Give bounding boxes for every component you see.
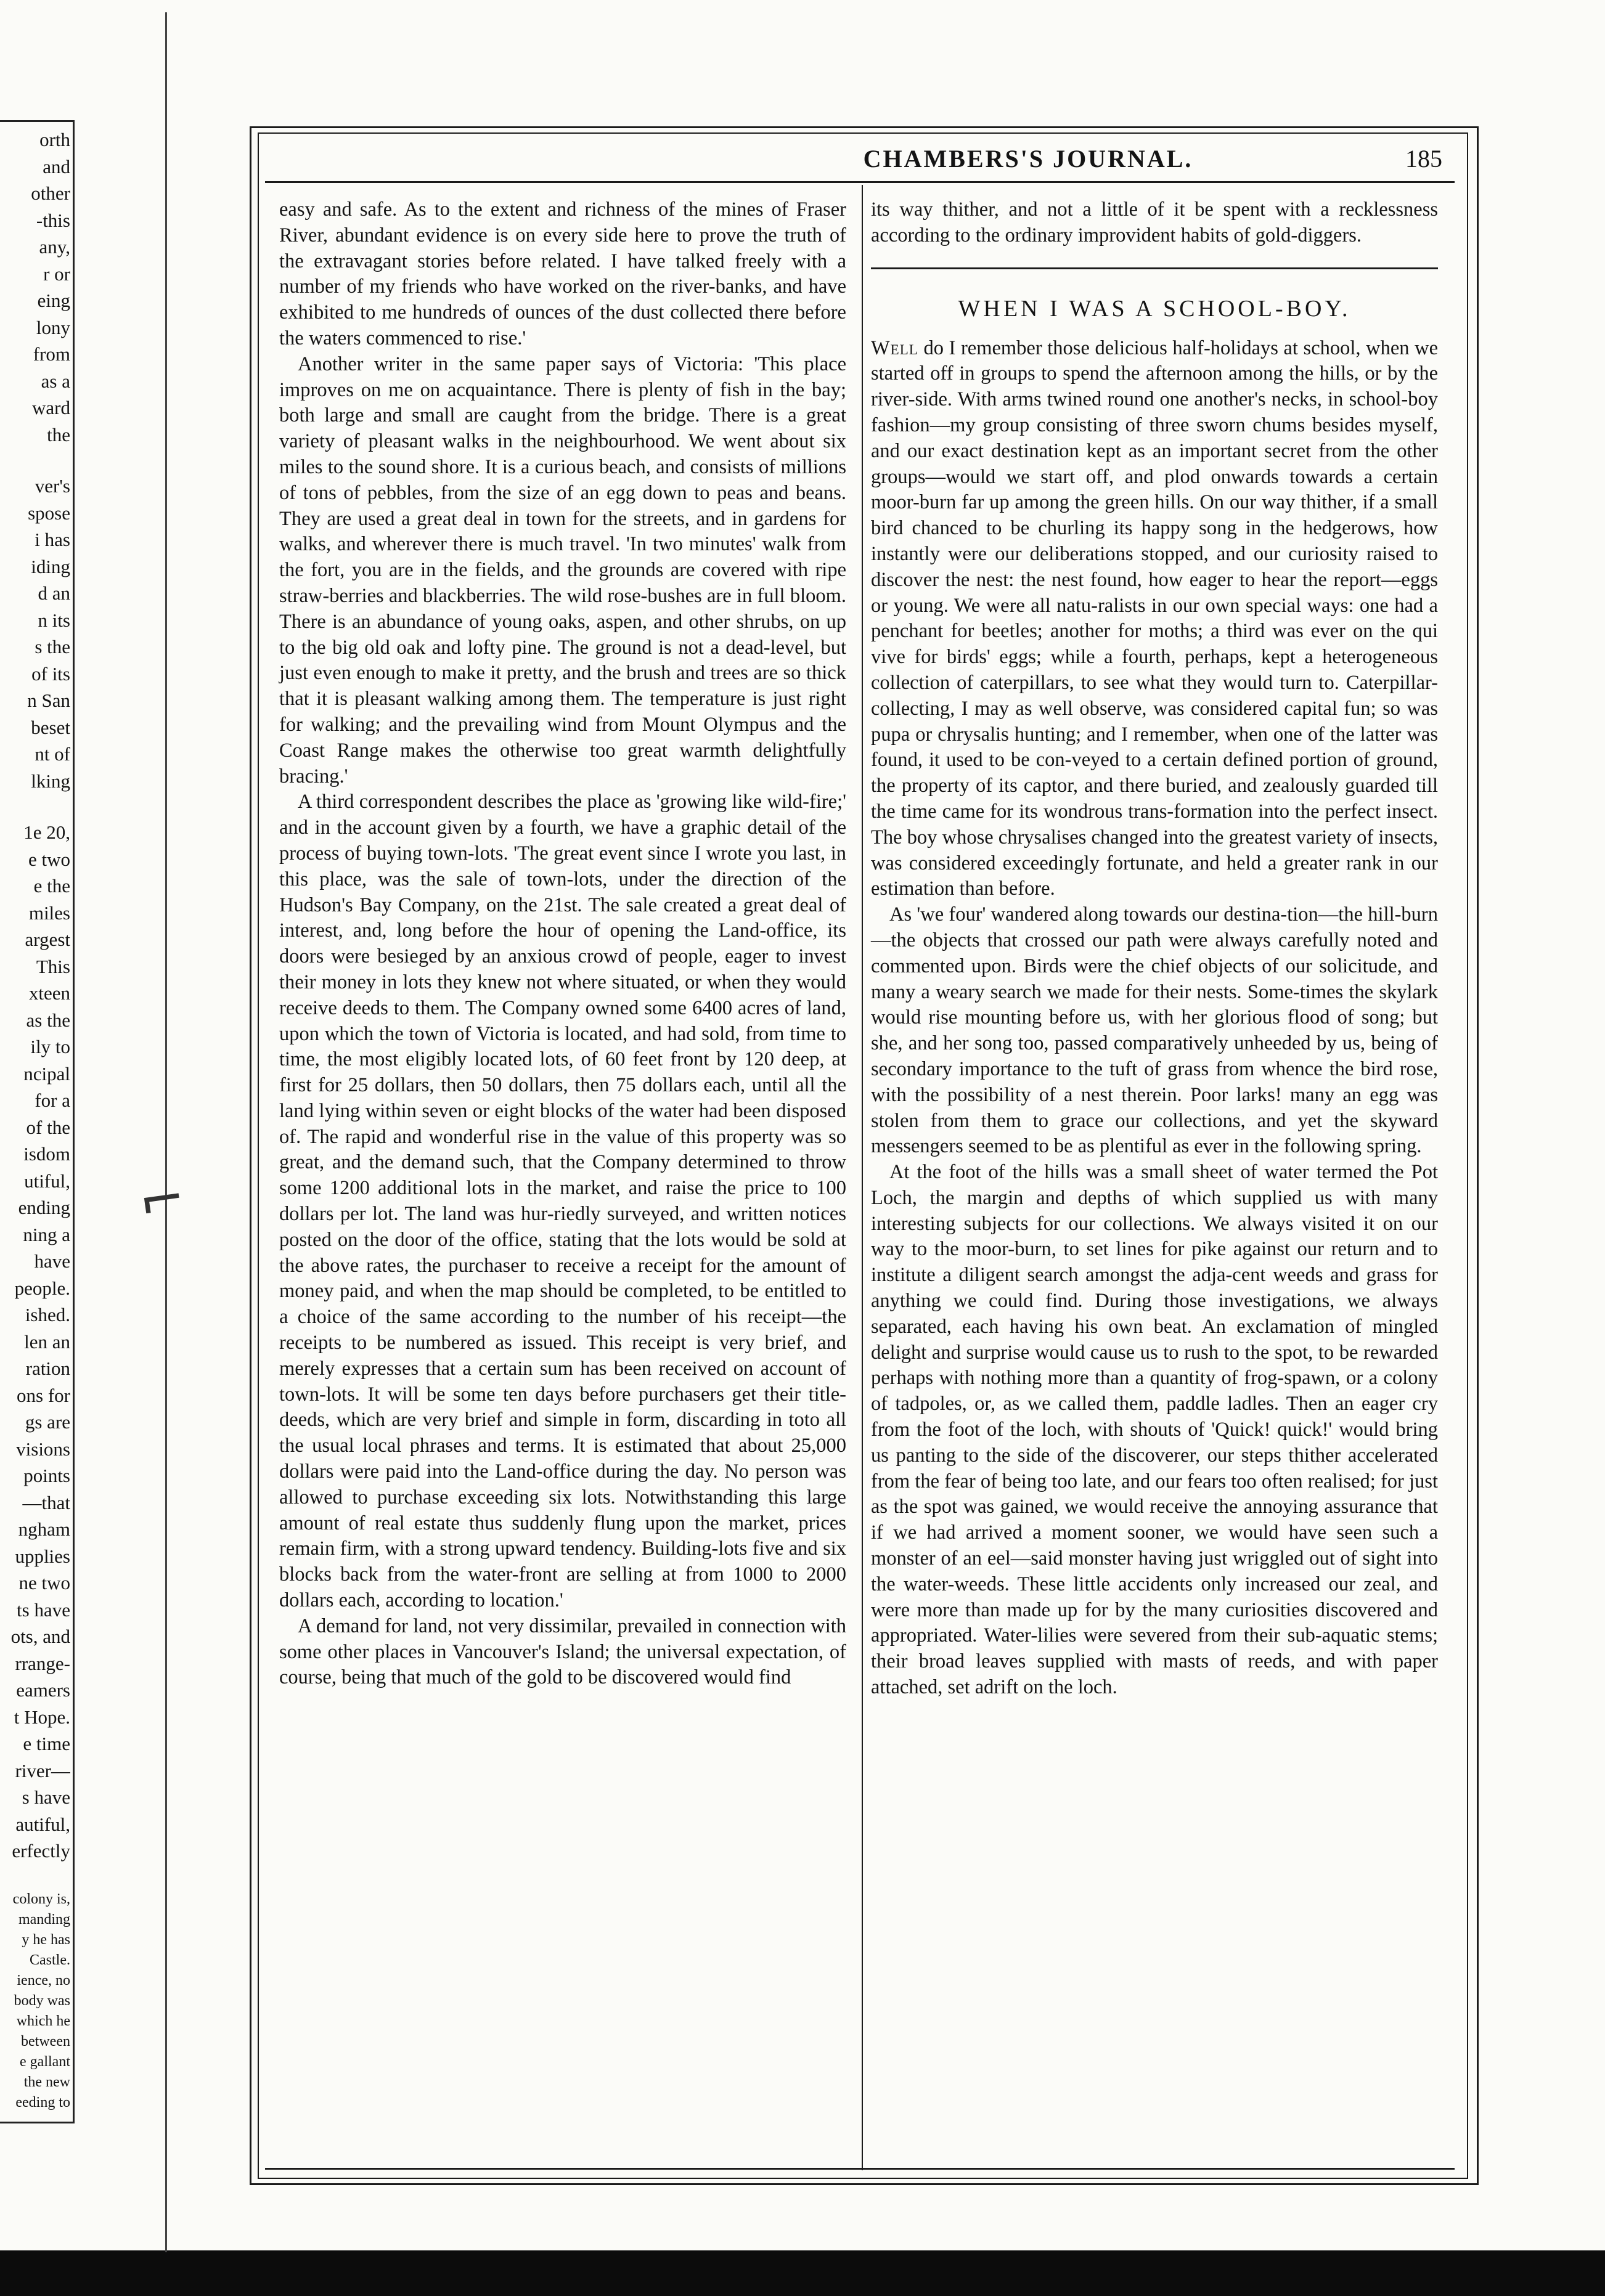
page-bottom-rule bbox=[265, 2168, 1455, 2170]
previous-page-footnote-fragment: y he has bbox=[22, 1931, 70, 1948]
previous-page-fragment: rrange- bbox=[15, 1652, 70, 1674]
previous-page-fragment: orth bbox=[39, 129, 70, 150]
previous-page-fragment: gs are bbox=[25, 1411, 70, 1433]
previous-page-fragment: ncipal bbox=[23, 1062, 70, 1085]
lead-word: Well bbox=[871, 336, 918, 359]
previous-page-fragment: d an bbox=[38, 582, 70, 604]
previous-page-fragment: utiful, bbox=[24, 1170, 70, 1192]
previous-page-fragment: t Hope. bbox=[14, 1706, 70, 1728]
previous-page-footnote-fragment: between bbox=[21, 2033, 70, 2050]
previous-page-fragment: ward bbox=[32, 397, 70, 418]
previous-page-fragment: ne two bbox=[18, 1572, 70, 1594]
right-column bbox=[871, 197, 1438, 1701]
header-rule bbox=[265, 181, 1455, 183]
previous-page-footnote-fragment: e gallant bbox=[20, 2053, 70, 2070]
previous-page-fragment: xteen bbox=[28, 982, 70, 1004]
previous-page-fragment: people. bbox=[14, 1277, 70, 1299]
previous-page-fragment: upplies bbox=[15, 1545, 70, 1567]
paragraph: A demand for land, not very dissimilar, prevailed in connection with some other places in Vancouver's Island; the universal expectation, of course, being that much of the gold to be discovered would find bbox=[279, 1614, 846, 1689]
scanner-bottom-band bbox=[0, 2250, 1605, 2296]
previous-page-fragment: have bbox=[34, 1250, 70, 1272]
paragraph-text: do I remember those delicious half-holidays at school, when we started off in groups to spend the afternoon among the hills, or by the river-side. With arms twined round one another's necks, in school-boy fashion—my group consisting of three sworn chums besides myself, and our exact destination kept as an important secret from the other groups—would we start off, and plod onwards towards a certain moor-burn far up among the green hills. On our way thither, if a small bird chanced to be churling its happy song in the hedgerows, how instantly were our deliberations stopped, and our curiosity raised to discover the nest: the nest found, how eager to hear the report—eggs or young. We were all natu-ralists in our own special ways: one had a penchant for beetles; another for moths; a third was ever on the qui vive for birds' eggs; while a fourth, perhaps, kept a heterogeneous collection of caterpillars, to see what they would turn to. Caterpillar-collecting, I may as well observe, was considered capital fun; so was pupa or chrysalis hunting; and I remember, when one of the latter was found, it used to be con-veyed to a certain defined portion of ground, the property of its captor, and there buried, and zealously guarded till the time came for its wondrous trans-formation into the perfect insect. The boy whose chrysalises changed into the greatest variety of insects, was considered exceedingly fortunate, and held a greater rank in our estimation than before. bbox=[871, 336, 1439, 900]
paragraph-gap bbox=[0, 794, 70, 819]
previous-page-fragment: i has bbox=[35, 529, 70, 550]
previous-page-footnote-fragment: eeding to bbox=[15, 2094, 70, 2111]
footnote-gap bbox=[0, 1865, 70, 1889]
previous-page-fragment: e two bbox=[28, 848, 70, 870]
previous-page-fragment: isdom bbox=[23, 1143, 70, 1165]
previous-page-fragment: ons for bbox=[17, 1384, 70, 1406]
continued-paragraph: its way thither, and not a little of it be spent with a recklessness according to the ordinary improvident habits of gold-diggers. bbox=[871, 198, 1438, 246]
previous-page-fragment: erfectly bbox=[12, 1840, 70, 1862]
previous-page-fragment: lony bbox=[36, 316, 70, 338]
previous-page-fragment: ning a bbox=[23, 1223, 70, 1245]
previous-page-fragment: beset bbox=[31, 716, 70, 738]
previous-page-fragment: len an bbox=[24, 1330, 70, 1353]
previous-page-fragment: visions bbox=[16, 1438, 70, 1460]
pencil-mark: ⌐ bbox=[134, 1165, 190, 1236]
previous-page-fragment: ished. bbox=[25, 1304, 70, 1325]
previous-page-fragment: n San bbox=[27, 690, 70, 711]
previous-page-fragment: s the bbox=[35, 636, 70, 657]
previous-page-fragment: any, bbox=[39, 236, 70, 258]
paragraph bbox=[871, 336, 1438, 903]
previous-page-fragment: eing bbox=[37, 290, 70, 311]
previous-page-fragment: of the bbox=[26, 1116, 70, 1138]
previous-page-fragment: nt of bbox=[35, 743, 70, 765]
previous-page-fragment: the bbox=[47, 423, 70, 446]
previous-page-footnote-fragment: colony is, bbox=[12, 1891, 70, 1907]
running-title: CHAMBERS'S JOURNAL. bbox=[863, 145, 1193, 173]
previous-page-fragment: -this bbox=[36, 209, 70, 231]
previous-page-fragment: miles bbox=[28, 902, 70, 924]
previous-page-fragment: ngham bbox=[18, 1518, 70, 1540]
previous-page-fragment: autiful, bbox=[15, 1813, 70, 1835]
previous-page-fragment: and bbox=[43, 155, 70, 177]
paragraph: Another writer in the same paper says of Victoria: 'This place improves on me on acquaintance. There is plenty of fish in the bay; both large and small are caught from the bridge. There is a great variety of pleasant walks in the neighbourhood. We went about six miles to the sound shore. It is a curious beach, and consists of millions of tons of pebbles, from the size of an egg down to peas and beans. They are used a great deal in town for the streets, and in gardens for walks, and wherever there is much travel. 'In two minutes' walk from the fort, you are in the fields, and the grounds are covered with ripe straw-berries and blackberries. The wild rose-bushes are in full bloom. There is an abundance of young oaks, aspen, and other shrubs, on up to the big old oak and lofty pine. The ground is not a dead-level, but just even enough to make it pretty, and the brush and trees are so thick that it is pleasant walking among them. The temperature is just right for walking; and the prevailing wind from Mount Olympus and the Coast Range makes the otherwise too great warmth delightfully bracing.' bbox=[279, 352, 846, 788]
previous-page-fragment: e the bbox=[33, 875, 70, 897]
paragraph-gap bbox=[0, 448, 70, 473]
previous-page-fragment: ily to bbox=[30, 1036, 70, 1057]
previous-page-fragment: s have bbox=[22, 1786, 70, 1808]
previous-page-footnote-fragment: body was bbox=[14, 1992, 70, 2009]
previous-page-fragment: argest bbox=[25, 929, 70, 950]
previous-page-fragment: from bbox=[33, 343, 70, 365]
paragraph: A third correspondent describes the place as 'growing like wild-fire;' and in the account given by a fourth, we have a graphic detail of the process of buying town-lots. 'The great event since I wrote you last, in this place, was the sale of town-lots, under the direction of the Hudson's Bay Company, on the 21st. The sale created a great deal of interest, and, long before the hour of opening the Land-office, its doors were besieged by an anxious crowd of people, eager to invest their money in lots they knew not where situated, or when they would receive deeds to them. The Company owned some 6400 acres of land, upon which the town of Victoria is located, and had sold, from time to time, the most eligibly located lots, of 60 feet front by 120 deep, at first for 25 dollars, then 50 dollars, then 75 dollars each, until all the land lying within seven or eight blocks of the water had been disposed of. The rapid and wonderful rise in the value of this property was so great, and the demand such, that the Company determined to throw some 1200 additional lots in the market, and raise the price to 100 dollars per lot. The land was hur-riedly surveyed, and written notices posted on the door of the office, stating that the lots would be sold at the above rates, the purchaser to receive a receipt for the amount of money paid, and when the map should be completed, to be entitled to a choice of the same according to the number of his receipt—the receipts to be numbered as issued. This receipt is very brief, and merely expresses that a certain sum has been received on account of town-lots. It will be some ten days before purchasers get their title-deeds, which are very brief and simple in form, discarding in toto all the usual local phrases and terms. It is estimated that about 25,000 dollars were paid into the Land-office during the day. No person was allowed to purchase exceeding six lots. Notwithstanding this large amount of real estate thus suddenly flung upon the market, prices remain firm, with a strong upward tendency. Building-lots five and six blocks back from the water-front are selling at from 1000 to 2000 dollars each, according to location.' bbox=[279, 791, 846, 1612]
previous-page-footnote-fragment: manding bbox=[18, 1911, 70, 1928]
previous-page-column bbox=[0, 126, 70, 2117]
previous-page-footnote-fragment: Castle. bbox=[30, 1952, 70, 1968]
previous-page-fragment: of its bbox=[31, 662, 70, 685]
previous-page-fragment: spose bbox=[28, 502, 70, 524]
previous-page-fragment: as the bbox=[26, 1009, 70, 1031]
running-header bbox=[265, 140, 1455, 177]
paragraph: At the foot of the hills was a small sheet of water termed the Pot Loch, the margin and depths of which supplied us with many interesting subjects for our collections. We always visited it on our way to the moor-burn, to set lines for pike against our return and to institute a diligent search amongst the adja-cent weeds and grass for anything we could find. During those investigations, we always separated, each having his own beat. An exclamation of mingled delight and surprise would cause us to rush to the spot, to be rewarded perhaps with nothing more than a quantity of frog-spawn, or a colony of tadpoles, or, as we called them, paddle ladles. Then an eager cry from the foot of the loch, with shouts of 'Quick! quick!' would bring us panting to the side of the discoverer, our steps thither accelerated from the fear of being too late, and our fears too often realised; for just as the spot was gained, we would receive the annoying assurance that if we had arrived a moment sooner, we would have seen such a monster of an eel—said monster having just wriggled out of sight into the water-weeds. These little accidents only increased our zeal, and were more than made up for by the many curiosities discovered and appropriated. Water-lilies were severed from their sub-aquatic stems; their broad leaves supplied with masts of reeds, and with paper attached, set adrift on the loch. bbox=[871, 1161, 1438, 1699]
previous-page-fragment: —that bbox=[22, 1491, 70, 1513]
previous-page-fragment: r or bbox=[43, 263, 70, 285]
previous-page-fragment: e time bbox=[23, 1733, 70, 1754]
previous-page-fragment: ration bbox=[25, 1358, 70, 1379]
previous-page-fragment: river— bbox=[15, 1759, 70, 1781]
previous-page-footnote-fragment: which he bbox=[16, 2013, 70, 2029]
previous-page-fragment: eamers bbox=[16, 1679, 70, 1701]
section-rule bbox=[871, 267, 1438, 269]
book-gutter bbox=[165, 12, 167, 2252]
previous-page-footnote-fragment: ience, no bbox=[17, 1972, 70, 1989]
page-number: 185 bbox=[1405, 145, 1442, 173]
paragraph: easy and safe. As to the extent and richness of the mines of Fraser River, abundant evidence is on every side here to prove the truth of the extravagant stories before related. I have talked freely with a number of my friends who have worked on the river-banks, and have exhibited to me hundreds of ounces of the dust collected there before the waters commenced to rise.' bbox=[279, 198, 846, 349]
paragraph: As 'we four' wandered along towards our destina-tion—the hill-burn—the objects that crossed our path were always carefully noted and commented upon. Birds were the chief objects of our solicitude, and many a weary search we made for their nests. Some-times the skylark would rise mounting before us, with her glorious flood of song; but she, and her song too, passed comparatively unheeded by us, being of secondary importance to the tuft of grass from whence the bird rose, with the possibility of a nest therein. Poor larks! many an egg was stolen from them to grace our collections, and yet the skyward messengers seemed to be as plentiful as ever in the following spring. bbox=[871, 903, 1438, 1158]
previous-page-fragment: This bbox=[36, 955, 70, 977]
previous-page-fragment: as a bbox=[41, 370, 70, 392]
previous-page-fragment: points bbox=[23, 1465, 70, 1486]
left-column bbox=[279, 197, 846, 1691]
previous-page-fragment: n its bbox=[38, 609, 70, 631]
previous-page-fragment: ending bbox=[18, 1197, 70, 1218]
previous-page-fragment: ts have bbox=[17, 1598, 70, 1621]
previous-page-fragment: ots, and bbox=[10, 1626, 70, 1647]
previous-page-fragment: ver's bbox=[35, 475, 70, 497]
column-divider bbox=[862, 185, 863, 2170]
previous-page-fragment: for a bbox=[35, 1089, 70, 1111]
previous-page-fragment: lking bbox=[31, 770, 70, 792]
previous-page-fragment: other bbox=[31, 182, 70, 204]
previous-page-fragment: 1e 20, bbox=[23, 821, 70, 843]
previous-page-fragment: iding bbox=[31, 555, 70, 577]
previous-page-footnote-fragment: the new bbox=[23, 2074, 70, 2090]
article-title: WHEN I WAS A SCHOOL-BOY. bbox=[958, 295, 1351, 322]
